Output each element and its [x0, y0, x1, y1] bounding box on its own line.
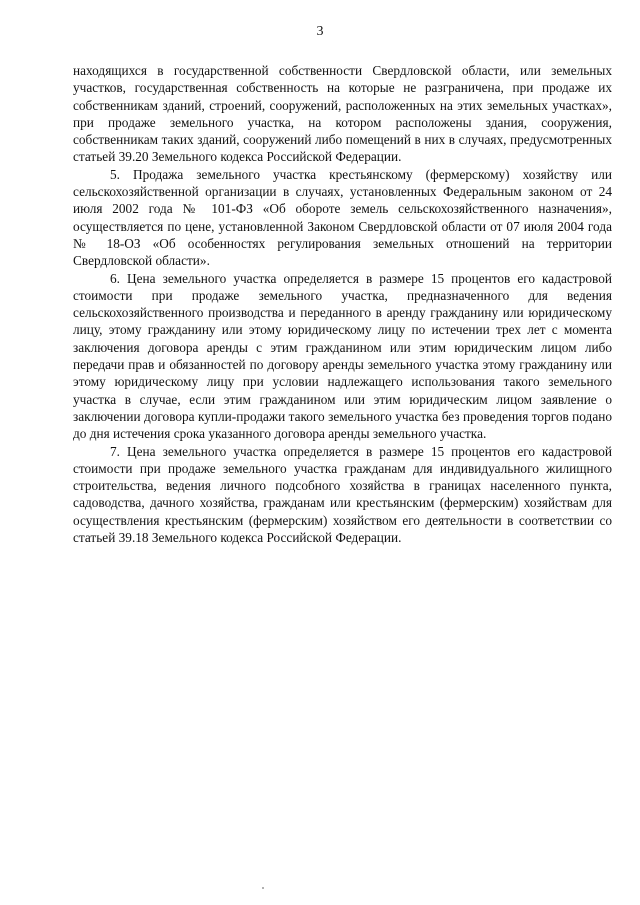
- document-body: [73, 62, 612, 546]
- scan-speck: [262, 887, 264, 889]
- paragraph-continuation: находящихся в государственной собственности Свердловской области, или земельных участков, государственная собственность на которые не разграничена, при продаже их собственникам зданий, строений, сооружений, расположенных на этих земельных участках», при продаже земельного участка, на котором расположены здания, сооружения, собственникам таких зданий, сооружений либо помещений в них в случаях, предусмотренных статьей 39.20 Земельного кодекса Российской Федерации.: [73, 63, 612, 165]
- paragraph-item-5: 5. Продажа земельного участка крестьянскому (фермерскому) хозяйству или сельскохозяйственной организации в случаях, установленных Федеральным законом от 24 июля 2002 года № 101-ФЗ «Об обороте земель сельскохозяйственного назначения», осуществляется по цене, установленной Законом Свердловской области от 07 июля 2004 года № 18-ОЗ «Об особенностях регулирования земельных отношений на территории Свердловской области».: [73, 166, 612, 269]
- page-number: 3: [316, 24, 324, 39]
- paragraph-item-6: 6. Цена земельного участка определяется в размере 15 процентов его кадастровой стоимости при продаже земельного участка, предназначенного для ведения сельскохозяйственного производства и переданного в аренду гражданину или юридическому лицу, этому гражданину или этому юридическому лицу по истечении трех лет с момента заключения договора аренды с этим гражданином или этим юридическим лицом либо передачи прав и обязанностей по договору аренды земельного участка этому гражданину или этому юридическому лицу при условии надлежащего использования такого земельного участка в случае, если этим гражданином или этим юридическим лицом заявление о заключении договора купли-продажи такого земельного участка без проведения торгов подано до дня истечения срока указанного договора аренды земельного участка.: [73, 270, 612, 442]
- paragraph-item-7: 7. Цена земельного участка определяется в размере 15 процентов его кадастровой стоимости при продаже земельного участка гражданам для индивидуального жилищного строительства, ведения личного подсобного хозяйства в границах населенного пункта, садоводства, дачного хозяйства, гражданам или крестьянским (фермерским) хозяйствам для осуществления крестьянским (фермерским) хозяйством его деятельности в соответствии со статьей 39.18 Земельного кодекса Российской Федерации.: [73, 443, 612, 546]
